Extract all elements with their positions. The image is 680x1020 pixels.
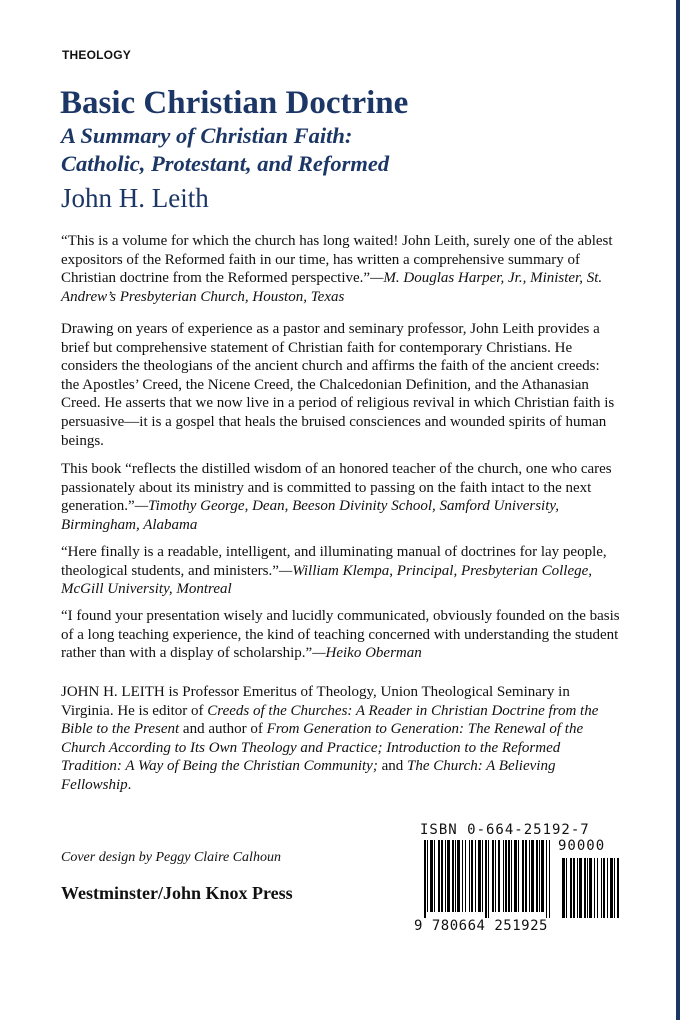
addon-bar (610, 858, 613, 918)
barcode-bar (465, 840, 466, 912)
cover-design-credit: Cover design by Peggy Claire Calhoun (61, 850, 281, 865)
blurb-attribution: —Timothy George, Dean, Beeson Divinity School, Samford University, Birmingham, Alabama (61, 498, 559, 533)
barcode-bar (529, 840, 530, 912)
barcode-bar (452, 840, 454, 912)
barcode-bar (546, 840, 547, 918)
blurb-quote: “This is a volume for which the church has long waited! John Leith, surely one of the ablest expositors of the Reformed faith in our time, has written a comprehensive summary of Christian doctrine from the Reformed perspective.” (61, 233, 613, 287)
blurb-quote: “I found your presentation wisely and lucidly communicated, obviously founded on the basis of a long teaching experience, the kind of teaching concerned with understanding the student rather than with a display of scholarship.” (61, 608, 620, 662)
barcode-bar (427, 840, 428, 912)
barcode-bar (525, 840, 527, 912)
blurb-attribution: —M. Douglas Harper, Jr., Minister, St. Andrew’s Presbyterian Church, Houston, Texas (61, 270, 603, 305)
addon-bar (589, 858, 592, 918)
blurb-quote: “Here finally is a readable, intelligent, and illuminating manual of doctrines for lay people, theological students, and ministers.” (61, 544, 607, 579)
addon-bar (570, 858, 572, 918)
blurb-george (61, 460, 621, 534)
barcode-bar (522, 840, 524, 912)
bio-text: . (127, 776, 132, 793)
price-addon-number: 90000 (558, 838, 606, 854)
barcode-bar (495, 840, 496, 912)
author-name: John H. Leith (61, 183, 209, 213)
barcode-bar (478, 840, 481, 912)
addon-bar (601, 858, 602, 918)
blurb-oberman (61, 607, 621, 663)
barcode-bar (541, 840, 544, 912)
subtitle-line-2: Catholic, Protestant, and Reformed (61, 151, 390, 176)
ean-number: 9 780664 251925 (414, 918, 548, 934)
barcode-bar (482, 840, 483, 912)
barcode-bar (471, 840, 473, 912)
addon-bar (577, 858, 578, 918)
addon-bar (566, 858, 567, 918)
bio-book-title: Creeds of the Churches: A Reader in Christian Doctrine from the Bible to the Present (61, 702, 599, 738)
barcode-bar (549, 840, 550, 918)
barcode-bar (531, 840, 534, 912)
blurb-klempa (61, 543, 621, 599)
barcode-bar (514, 840, 517, 912)
addon-bar (603, 858, 605, 918)
category-label: THEOLOGY (62, 48, 131, 62)
addon-bar (562, 858, 565, 918)
addon-bar (584, 858, 586, 918)
bio-book-title: From Generation to Generation: The Renewal of the Church According to Its Own Theology and Practice; Introduction to the Reformed Tradition: A Way of Being the Christian Community; (61, 721, 584, 775)
barcode-bar (498, 840, 500, 912)
barcode-bar (469, 840, 470, 912)
barcode-bar (462, 840, 463, 912)
book-subtitle (61, 122, 389, 178)
blurb-attribution: —William Klempa, Principal, Presbyterian College, McGill University, Montreal (61, 562, 593, 598)
barcode-bar (445, 840, 446, 912)
barcode-bar (438, 840, 440, 912)
barcode-bar (518, 840, 519, 912)
book-title: Basic Christian Doctrine (60, 85, 409, 121)
barcode-bar (430, 840, 433, 912)
bio-text: and author of (179, 721, 267, 738)
bio-text: JOHN H. LEITH is Professor Emeritus of Theology, Union Theological Seminary in Virginia. He is editor of (61, 684, 570, 719)
barcode-bar (505, 840, 507, 912)
addon-bar (617, 858, 619, 918)
author-bio (61, 683, 621, 795)
bio-book-title: The Church: A Believing Fellowship (61, 758, 556, 793)
barcode-bar (503, 840, 504, 912)
barcode-bar (485, 840, 487, 918)
barcode-bar (536, 840, 538, 912)
addon-bar (587, 858, 588, 918)
barcode-bar (492, 840, 494, 912)
barcode-bars (424, 840, 620, 918)
spine-edge (676, 0, 680, 1020)
barcode-bar (457, 840, 460, 912)
book-description: Drawing on years of experience as a pastor and seminary professor, John Leith provides a brief but comprehensive statement of Christian faith for contemporary Christians. He considers the theologians of the ancient church and affirms the faith of the ancient creeds: the Apostles’ Creed, the Nicene Creed, the Chalcedonian Definition, and the Athanasian Creed. He asserts that we now live in a period of religious revival in which Christian faith is persuasive—it is a gospel that heals the bruised consciences and wounded spirits of human beings. (61, 321, 615, 449)
barcode-bar (434, 840, 435, 912)
bio-text: and (377, 758, 407, 775)
publisher-name: Westminster/John Knox Press (61, 883, 293, 903)
addon-bar (579, 858, 582, 918)
barcode-bar (508, 840, 510, 912)
subtitle-line-1: A Summary of Christian Faith: (61, 123, 353, 148)
barcode (412, 822, 622, 937)
barcode-bar (455, 840, 456, 912)
barcode-bar (447, 840, 450, 912)
addon-bar (607, 858, 608, 918)
isbn-number: ISBN 0-664-25192-7 (420, 822, 590, 838)
blurb-quote: This book “reflects the distilled wisdom of an honored teacher of the church, one who cares passionately about its ministry and is committed to passing on the faith intact to the next generation.” (61, 461, 612, 515)
barcode-bar (539, 840, 540, 912)
blurb-harper (61, 232, 621, 306)
barcode-bar (488, 840, 489, 918)
addon-bar (597, 858, 598, 918)
addon-bar (614, 858, 615, 918)
barcode-bar (441, 840, 443, 912)
addon-bar (573, 858, 575, 918)
blurb-attribution: —Heiko Oberman (312, 645, 422, 662)
addon-bar (594, 858, 595, 918)
barcode-bar (424, 840, 426, 918)
barcode-bar (511, 840, 512, 912)
barcode-bar (475, 840, 476, 912)
